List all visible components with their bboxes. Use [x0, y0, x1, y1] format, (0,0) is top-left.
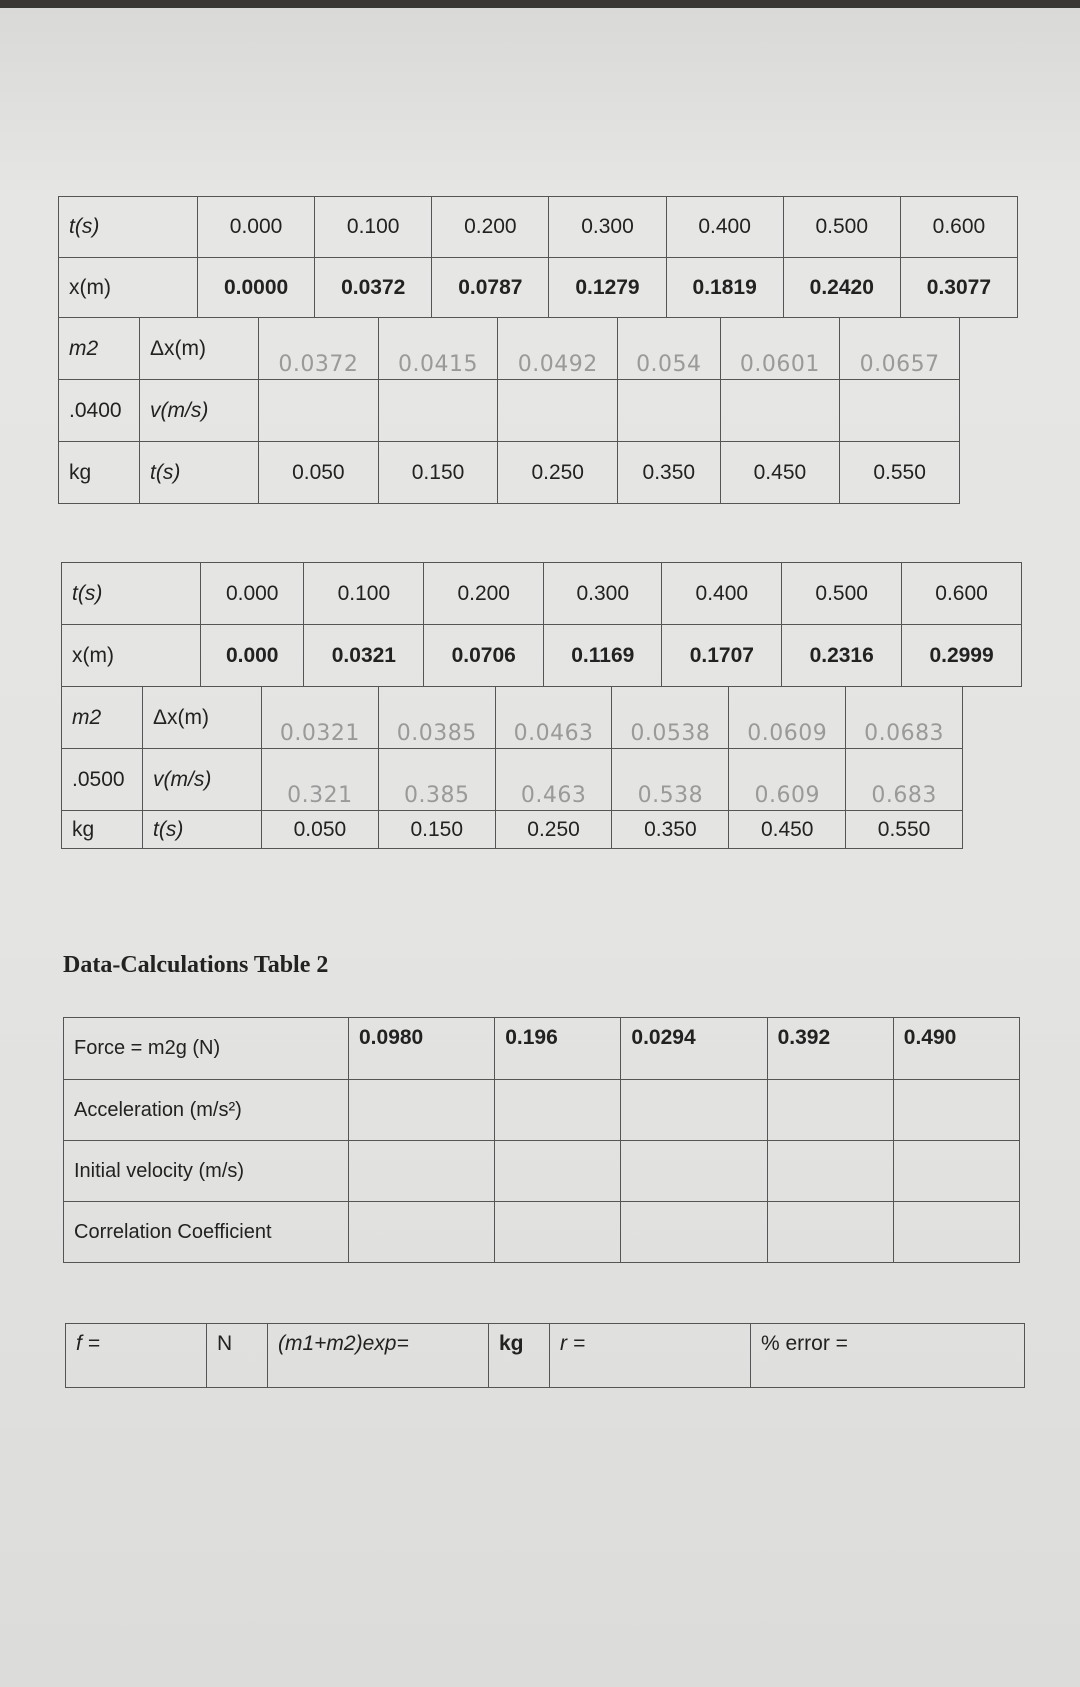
correlation-cell [621, 1202, 767, 1263]
x-cell: 0.1169 [544, 625, 662, 687]
table1-tx [58, 196, 1018, 318]
initial-velocity-cell [349, 1141, 495, 1202]
mass-exp-label: (m1+m2)exp= [268, 1324, 489, 1388]
r-label: r = [550, 1324, 751, 1388]
t-cell: 0.450 [729, 811, 846, 849]
summary-table [65, 1323, 1025, 1388]
initial-velocity-cell [495, 1141, 621, 1202]
t-cell: 0.600 [902, 563, 1022, 625]
force-cell: 0.196 [495, 1018, 621, 1080]
correlation-label: Correlation Coefficient [64, 1202, 349, 1263]
x-label: x(m) [62, 625, 201, 687]
dx-cell: 0.0463 [495, 687, 612, 749]
t-cell: 0.550 [846, 811, 963, 849]
v-cell: 0.538 [612, 749, 729, 811]
mass-exp-unit: kg [489, 1324, 550, 1388]
correlation-cell [495, 1202, 621, 1263]
v-cell [498, 380, 618, 442]
t-cell: 0.000 [198, 197, 315, 258]
t-label: t(s) [143, 811, 262, 849]
v-cell: 0.683 [846, 749, 963, 811]
v-cell: 0.321 [262, 749, 379, 811]
t-cell: 0.450 [720, 442, 840, 504]
correlation-cell [893, 1202, 1019, 1263]
v-cell [259, 380, 379, 442]
x-cell: 0.1707 [662, 625, 782, 687]
dx-cell: 0.0683 [846, 687, 963, 749]
dx-cell: 0.0609 [729, 687, 846, 749]
t-cell: 0.000 [201, 563, 304, 625]
x-cell: 0.1279 [549, 258, 666, 318]
t-cell: 0.150 [378, 442, 498, 504]
x-cell: 0.1819 [666, 258, 783, 318]
mass-value: .0500 [62, 749, 143, 811]
x-cell: 0.0000 [198, 258, 315, 318]
dx-cell: 0.0601 [720, 318, 840, 380]
t-label: t(s) [59, 197, 198, 258]
calc-table-title: Data-Calculations Table 2 [63, 952, 329, 978]
v-cell: 0.609 [729, 749, 846, 811]
t-cell: 0.500 [783, 197, 900, 258]
t-cell: 0.400 [662, 563, 782, 625]
force-cell: 0.0294 [621, 1018, 767, 1080]
t-cell: 0.300 [549, 197, 666, 258]
v-label: v(m/s) [140, 380, 259, 442]
mass-unit: kg [59, 442, 140, 504]
dx-cell: 0.0372 [259, 318, 379, 380]
table1-m2 [58, 317, 960, 504]
v-cell [720, 380, 840, 442]
t-cell: 0.350 [618, 442, 721, 504]
v-cell: 0.463 [495, 749, 612, 811]
initial-velocity-cell [893, 1141, 1019, 1202]
acceleration-cell [893, 1080, 1019, 1141]
t-cell: 0.200 [424, 563, 544, 625]
acceleration-cell [621, 1080, 767, 1141]
correlation-cell [349, 1202, 495, 1263]
table2-m2 [61, 686, 963, 849]
dx-cell: 0.054 [618, 318, 721, 380]
v-label: v(m/s) [143, 749, 262, 811]
f-unit: N [207, 1324, 268, 1388]
force-cell: 0.0980 [349, 1018, 495, 1080]
f-label: f = [66, 1324, 207, 1388]
x-cell: 0.0372 [315, 258, 432, 318]
t-cell: 0.100 [304, 563, 424, 625]
x-cell: 0.2316 [782, 625, 902, 687]
percent-error-label: % error = [751, 1324, 1025, 1388]
t-label: t(s) [62, 563, 201, 625]
x-cell: 0.0706 [424, 625, 544, 687]
t-cell: 0.600 [900, 197, 1017, 258]
mass-value: .0400 [59, 380, 140, 442]
dx-cell: 0.0385 [378, 687, 495, 749]
initial-velocity-cell [767, 1141, 893, 1202]
t-cell: 0.150 [378, 811, 495, 849]
table2-tx [61, 562, 1022, 687]
t-cell: 0.250 [498, 442, 618, 504]
t-cell: 0.050 [262, 811, 379, 849]
dx-cell: 0.0415 [378, 318, 498, 380]
t-cell: 0.050 [259, 442, 379, 504]
initial-velocity-label: Initial velocity (m/s) [64, 1141, 349, 1202]
v-cell: 0.385 [378, 749, 495, 811]
force-cell: 0.490 [893, 1018, 1019, 1080]
force-cell: 0.392 [767, 1018, 893, 1080]
acceleration-cell [767, 1080, 893, 1141]
dx-cell: 0.0321 [262, 687, 379, 749]
x-cell: 0.2999 [902, 625, 1022, 687]
t-cell: 0.200 [432, 197, 549, 258]
m2-label: m2 [62, 687, 143, 749]
dx-label: Δx(m) [143, 687, 262, 749]
x-label: x(m) [59, 258, 198, 318]
worksheet [0, 10, 1080, 1687]
v-cell [378, 380, 498, 442]
t-cell: 0.550 [840, 442, 960, 504]
initial-velocity-cell [621, 1141, 767, 1202]
force-label: Force = m2g (N) [64, 1018, 349, 1080]
t-cell: 0.100 [315, 197, 432, 258]
t-label: t(s) [140, 442, 259, 504]
acceleration-cell [349, 1080, 495, 1141]
m2-label: m2 [59, 318, 140, 380]
calc-table [63, 1017, 1020, 1263]
x-cell: 0.3077 [900, 258, 1017, 318]
t-cell: 0.350 [612, 811, 729, 849]
t-cell: 0.500 [782, 563, 902, 625]
x-cell: 0.0787 [432, 258, 549, 318]
dx-label: Δx(m) [140, 318, 259, 380]
x-cell: 0.000 [201, 625, 304, 687]
x-cell: 0.2420 [783, 258, 900, 318]
v-cell [618, 380, 721, 442]
t-cell: 0.300 [544, 563, 662, 625]
t-cell: 0.400 [666, 197, 783, 258]
mass-unit: kg [62, 811, 143, 849]
acceleration-cell [495, 1080, 621, 1141]
dx-cell: 0.0538 [612, 687, 729, 749]
dx-cell: 0.0492 [498, 318, 618, 380]
t-cell: 0.250 [495, 811, 612, 849]
dx-cell: 0.0657 [840, 318, 960, 380]
correlation-cell [767, 1202, 893, 1263]
x-cell: 0.0321 [304, 625, 424, 687]
v-cell [840, 380, 960, 442]
acceleration-label: Acceleration (m/s²) [64, 1080, 349, 1141]
